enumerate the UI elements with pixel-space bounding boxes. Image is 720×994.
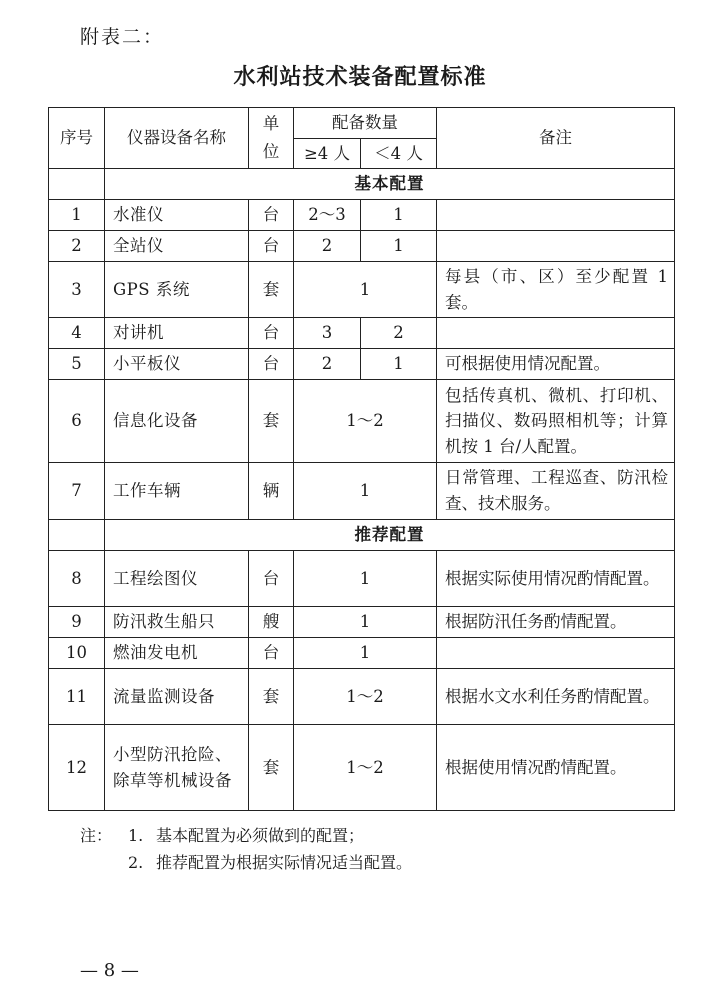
row-name: GPS 系统: [105, 262, 249, 318]
row-name: 流量监测设备: [105, 669, 249, 725]
row-unit: 台: [249, 318, 294, 349]
table-row: [49, 669, 675, 725]
row-unit: 台: [249, 200, 294, 231]
note-number: 1.: [128, 826, 144, 845]
row-name: 水准仪: [105, 200, 249, 231]
row-remark: [437, 318, 675, 349]
section-row-recommended: [49, 520, 675, 551]
table-row: [49, 607, 675, 638]
header-name: 仪器设备名称: [105, 108, 249, 169]
row-unit: 套: [249, 262, 294, 318]
row-seq: 5: [49, 349, 105, 380]
row-seq: 9: [49, 607, 105, 638]
row-remark: 每县（市、区）至少配置 1 套。: [437, 262, 675, 318]
row-qty-ge4: 2: [294, 231, 361, 262]
appendix-label: 附表二：: [80, 26, 165, 48]
row-name: 全站仪: [105, 231, 249, 262]
document-title: 水利站技术装备配置标准: [233, 64, 487, 90]
row-qty: 1: [294, 607, 437, 638]
row-remark: 根据实际使用情况酌情配置。: [437, 551, 675, 607]
table-row: [49, 349, 675, 380]
row-seq: 2: [49, 231, 105, 262]
row-seq: 6: [49, 380, 105, 463]
notes-label: 注：: [80, 826, 113, 845]
row-qty-lt4: 1: [361, 349, 437, 380]
row-qty: 1: [294, 638, 437, 669]
header-remark: 备注: [437, 108, 675, 169]
table-row: [49, 725, 675, 811]
row-seq: 10: [49, 638, 105, 669]
row-remark: 根据水文水利任务酌情配置。: [437, 669, 675, 725]
row-unit: 艘: [249, 607, 294, 638]
row-name: 小平板仪: [105, 349, 249, 380]
table-row: [49, 262, 675, 318]
row-remark: [437, 638, 675, 669]
section-basic-label: 基本配置: [105, 169, 675, 200]
table-row: [49, 200, 675, 231]
row-qty: 1～2: [294, 725, 437, 811]
page-number: — 8 —: [80, 960, 139, 981]
table-row: [49, 318, 675, 349]
header-unit: 单位: [249, 108, 294, 169]
row-unit: 辆: [249, 463, 294, 520]
row-unit: 套: [249, 725, 294, 811]
note-text: 推荐配置为根据实际情况适当配置。: [156, 853, 413, 872]
note-line: [80, 822, 412, 849]
row-seq: 3: [49, 262, 105, 318]
row-qty-lt4: 1: [361, 200, 437, 231]
row-seq: 12: [49, 725, 105, 811]
row-remark: 根据防汛任务酌情配置。: [437, 607, 675, 638]
note-line: [80, 849, 412, 876]
row-name: 燃油发电机: [105, 638, 249, 669]
table-row: [49, 380, 675, 463]
row-seq: 1: [49, 200, 105, 231]
row-name: 信息化设备: [105, 380, 249, 463]
row-qty: 1: [294, 262, 437, 318]
section-blank-cell: [49, 169, 105, 200]
row-qty-lt4: 2: [361, 318, 437, 349]
table-row: [49, 463, 675, 520]
header-seq: 序号: [49, 108, 105, 169]
row-unit: 台: [249, 349, 294, 380]
row-name: 工程绘图仪: [105, 551, 249, 607]
row-seq: 8: [49, 551, 105, 607]
row-name: 防汛救生船只: [105, 607, 249, 638]
row-remark: 根据使用情况酌情配置。: [437, 725, 675, 811]
row-qty-ge4: 3: [294, 318, 361, 349]
row-unit: 套: [249, 380, 294, 463]
row-name: 工作车辆: [105, 463, 249, 520]
row-remark: 可根据使用情况配置。: [437, 349, 675, 380]
header-qty-ge4: ≥4 人: [294, 139, 361, 169]
row-qty: 1: [294, 551, 437, 607]
row-seq: 7: [49, 463, 105, 520]
table-row: [49, 231, 675, 262]
row-name: 对讲机: [105, 318, 249, 349]
row-seq: 4: [49, 318, 105, 349]
row-unit: 套: [249, 669, 294, 725]
header-row: [49, 108, 675, 139]
note-number: 2.: [128, 853, 144, 872]
row-qty-ge4: 2: [294, 349, 361, 380]
row-remark: [437, 200, 675, 231]
row-unit: 台: [249, 551, 294, 607]
row-qty: 1～2: [294, 380, 437, 463]
section-blank-cell: [49, 520, 105, 551]
row-qty: 1～2: [294, 669, 437, 725]
row-qty-ge4: 2～3: [294, 200, 361, 231]
header-qty: 配备数量: [294, 108, 437, 139]
note-text: 基本配置为必须做到的配置；: [156, 826, 365, 845]
notes: [80, 822, 412, 876]
row-seq: 11: [49, 669, 105, 725]
row-unit: 台: [249, 231, 294, 262]
header-qty-lt4: ＜4 人: [361, 139, 437, 169]
row-remark: 包括传真机、微机、打印机、扫描仪、数码照相机等；计算机按 1 台/人配置。: [437, 380, 675, 463]
row-remark: 日常管理、工程巡查、防汛检查、技术服务。: [437, 463, 675, 520]
row-name: 小型防汛抢险、除草等机械设备: [105, 725, 249, 811]
equipment-standard-table: [48, 107, 675, 811]
section-row-basic: [49, 169, 675, 200]
row-remark: [437, 231, 675, 262]
row-qty: 1: [294, 463, 437, 520]
row-unit: 台: [249, 638, 294, 669]
row-qty-lt4: 1: [361, 231, 437, 262]
table-row: [49, 638, 675, 669]
section-recommended-label: 推荐配置: [105, 520, 675, 551]
table-row: [49, 551, 675, 607]
